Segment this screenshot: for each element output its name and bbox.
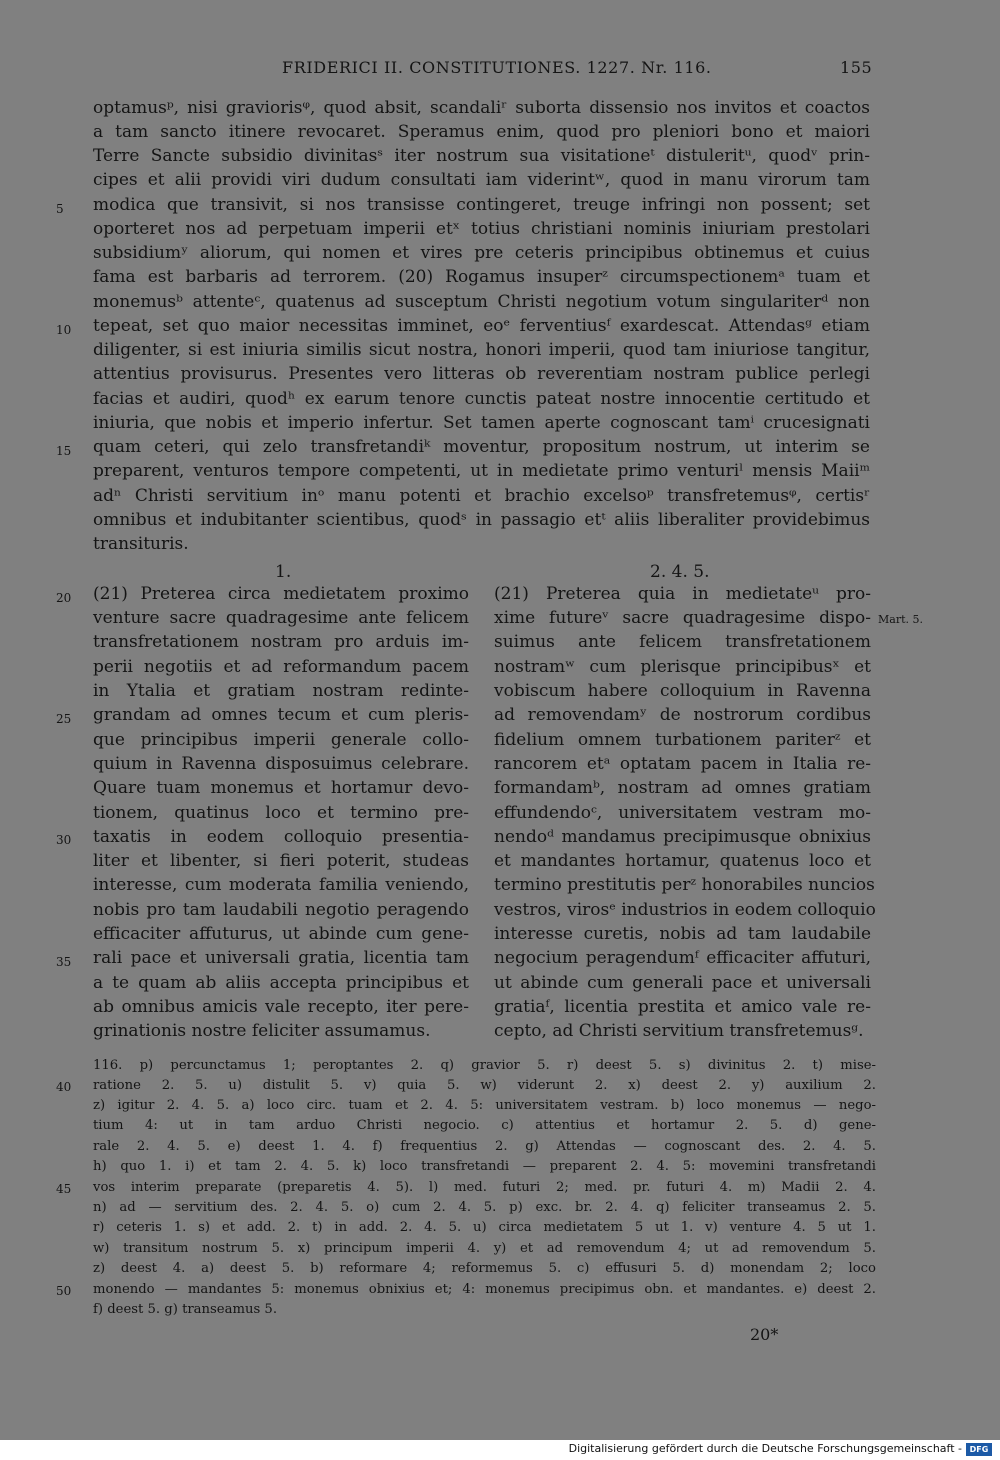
text-line: Terre Sancte subsidio divinitasˢ iter nostrum sua visitationeᵗ distuleritᵘ, quodᵛ prin-: [93, 146, 870, 166]
column-heading-right: 2. 4. 5.: [650, 562, 710, 582]
column-line: grandam ad omnes tecum et cum pleris-: [93, 705, 469, 725]
running-header-title: FRIDERICI II. CONSTITUTIONES. 1227. Nr. 116.: [282, 58, 712, 77]
line-number: 15: [56, 444, 72, 458]
column-line: efficaciter affuturus, ut abinde cum gene-: [93, 924, 469, 944]
footer-bar: [0, 1440, 1000, 1460]
funding-notice: Digitalisierung gefördert durch die Deutsche Forschungsgemeinschaft -: [568, 1442, 962, 1455]
text-line: adⁿ Christi servitium inᵒ manu potenti et brachio excelsoᵖ transfretemusᵠ, certisʳ: [93, 486, 870, 506]
text-line: iniuria, que nobis et imperio infertur. Set tamen aperte cognoscant tamⁱ crucesignati: [93, 413, 870, 433]
text-line: quam ceteri, qui zelo transfretandiᵏ moventur, propositum nostrum, ut interim se: [93, 437, 870, 457]
column-line: termino prestitutis perᶻ honorabiles nuncios: [494, 875, 875, 895]
text-line: facias et audiri, quodʰ ex earum tenore cunctis pateat nostre innocentie certitudo et: [93, 389, 870, 409]
text-line: cipes et alii providi viri dudum consultati iam viderintʷ, quod in manu virorum tam: [93, 170, 870, 190]
column-heading-left: 1.: [275, 562, 292, 582]
text-line: attentius provisurus. Presentes vero litteras ob reverentiam nostram publice perlegi: [93, 364, 870, 384]
column-line: cepto, ad Christi servitium transfretemusᵍ.: [494, 1021, 864, 1041]
text-line: transituris.: [93, 534, 189, 554]
column-line: formandamᵇ, nostram ad omnes gratiam: [494, 778, 871, 798]
column-line: effundendoᶜ, universitatem vestram mo-: [494, 803, 871, 823]
column-line: nobis pro tam laudabili negotio peragendo: [93, 900, 469, 920]
text-line: subsidiumʸ aliorum, qui nomen et vires pre ceteris principibus obtinemus et cuius: [93, 243, 870, 263]
column-line: perii negotiis et ad reformandum pacem: [93, 657, 469, 677]
footnote-line: z) deest 4. a) deest 5. b) reformare 4; reformemus 5. c) effusuri 5. d) monendam 2; loco: [93, 1261, 876, 1276]
column-line: negocium peragendumᶠ efficaciter affuturi,: [494, 948, 871, 968]
line-number: 5: [56, 202, 64, 216]
footnote-line: n) ad — servitium des. 2. 4. 5. o) cum 2. 4. 5. p) exc. br. 2. 4. q) feliciter transeamus 2. 5.: [93, 1200, 876, 1215]
column-line: ad removendamʸ de nostrorum cordibus: [494, 705, 871, 725]
footnote-line: monendo — mandantes 5: monemus obnixius et; 4: monemus precipimus obn. et mandantes. e) deest 2.: [93, 1282, 876, 1297]
text-line: monemusᵇ attenteᶜ, quatenus ad susceptum Christi negotium votum singulariterᵈ non: [93, 292, 870, 312]
column-line: et mandantes hortamur, quatenus loco et: [494, 851, 871, 871]
text-line: modica que transivit, si nos transisse contingeret, treuge infringi non possent; set: [93, 195, 870, 215]
line-number: 50: [56, 1284, 72, 1298]
column-line: taxatis in eodem colloquio presentia-: [93, 827, 469, 847]
column-line: que principibus imperii generale collo-: [93, 730, 469, 750]
column-line: xime futureᵛ sacre quadragesime dispo-: [494, 608, 871, 628]
column-line: in Ytalia et gratiam nostram redinte-: [93, 681, 469, 701]
line-number: 40: [56, 1080, 72, 1094]
column-line: Quare tuam monemus et hortamur devo-: [93, 778, 469, 798]
column-line: rali pace et universali gratia, licentia tam: [93, 948, 469, 968]
column-line: rancorem etᵃ optatam pacem in Italia re-: [494, 754, 871, 774]
text-line: fama est barbaris ad terrorem. (20) Rogamus insuperᶻ circumspectionemᵃ tuam et: [93, 267, 870, 287]
footnote-line: z) igitur 2. 4. 5. a) loco circ. tuam et 2. 4. 5: universitatem vestram. b) loco monemus — nego-: [93, 1098, 876, 1113]
column-line: vestros, virosᵉ industrios in eodem colloquio: [494, 900, 876, 920]
signature-mark: 20*: [750, 1325, 779, 1344]
column-line: grinationis nostre feliciter assumamus.: [93, 1021, 431, 1041]
page-number: 155: [840, 58, 873, 77]
text-line: oporteret nos ad perpetuam imperii etˣ totius christiani nominis iniuriam prestolari: [93, 219, 870, 239]
column-line: vobiscum habere colloquium in Ravenna: [494, 681, 871, 701]
column-line: (21) Preterea circa medietatem proximo: [93, 584, 469, 604]
column-line: transfretationem nostram pro arduis im-: [93, 632, 469, 652]
footnote-line: h) quo 1. i) et tam 2. 4. 5. k) loco transfretandi — preparent 2. 4. 5: movemini transfretandi: [93, 1159, 876, 1174]
line-number: 35: [56, 955, 72, 969]
line-number: 25: [56, 712, 72, 726]
column-line: fidelium omnem turbationem pariterᶻ et: [494, 730, 871, 750]
footnote-line: rale 2. 4. 5. e) deest 1. 4. f) frequentius 2. g) Attendas — cognoscant des. 2. 4. 5.: [93, 1139, 876, 1154]
column-line: gratiaᶠ, licentia prestita et amico vale re-: [494, 997, 871, 1017]
column-line: liter et libenter, si fieri poterit, studeas: [93, 851, 469, 871]
text-line: omnibus et indubitanter scientibus, quodˢ in passagio etᵗ aliis liberaliter providebimus: [93, 510, 870, 530]
text-line: a tam sancto itinere revocaret. Speramus enim, quod pro pleniori bono et maiori: [93, 122, 870, 142]
dfg-logo: DFG: [966, 1443, 992, 1456]
footnote-line: vos interim preparate (preparetis 4. 5). l) med. futuri 2; med. pr. futuri 4. m) Madii 2. 4.: [93, 1180, 876, 1195]
column-line: interesse, cum moderata familia veniendo,: [93, 875, 469, 895]
footnote-line: ratione 2. 5. u) distulit 5. v) quia 5. w) viderunt 2. x) deest 2. y) auxilium 2.: [93, 1078, 876, 1093]
margin-note: Mart. 5.: [878, 613, 923, 626]
column-line: (21) Preterea quia in medietateᵘ pro-: [494, 584, 871, 604]
text-line: preparent, venturos tempore competenti, ut in medietate primo venturiˡ mensis Maiiᵐ: [93, 461, 870, 481]
column-line: ab omnibus amicis vale recepto, iter pere-: [93, 997, 469, 1017]
footnote-line: w) transitum nostrum 5. x) principum imperii 4. y) et ad removendum 4; ut ad removendum 5.: [93, 1241, 876, 1256]
footnote-line: tium 4: ut in tam arduo Christi negocio. c) attentius et hortamur 2. 5. d) gene-: [93, 1118, 876, 1133]
column-line: tionem, quatinus loco et termino pre-: [93, 803, 469, 823]
column-line: interesse curetis, nobis ad tam laudabile: [494, 924, 871, 944]
column-line: ut abinde cum generali pace et universali: [494, 973, 871, 993]
column-line: venture sacre quadragesime ante felicem: [93, 608, 469, 628]
text-line: tepeat, set quo maior necessitas imminet, eoᵉ ferventiusᶠ exardescat. Attendasᵍ etiam: [93, 316, 870, 336]
footnote-line: f) deest 5. g) transeamus 5.: [93, 1302, 278, 1317]
column-line: quium in Ravenna disposuimus celebrare.: [93, 754, 469, 774]
column-line: nendoᵈ mandamus precipimusque obnixius: [494, 827, 871, 847]
footnote-line: 116. p) percunctamus 1; peroptantes 2. q) gravior 5. r) deest 5. s) divinitus 2. t) mise-: [93, 1058, 876, 1073]
text-line: optamusᵖ, nisi graviorisᵠ, quod absit, scandaliʳ suborta dissensio nos invitos et coactos: [93, 98, 870, 118]
text-line: diligenter, si est iniuria similis sicut nostra, honori imperii, quod tam iniuriose tangitur,: [93, 340, 870, 360]
line-number: 45: [56, 1182, 72, 1196]
line-number: 20: [56, 591, 72, 605]
column-line: a te quam ab aliis accepta principibus et: [93, 973, 469, 993]
line-number: 10: [56, 323, 72, 337]
column-line: suimus ante felicem transfretationem: [494, 632, 871, 652]
footnote-line: r) ceteris 1. s) et add. 2. t) in add. 2. 4. 5. u) circa medietatem 5 ut 1. v) venture 4. 5 ut 1.: [93, 1220, 876, 1235]
column-line: nostramʷ cum plerisque principibusˣ et: [494, 657, 871, 677]
line-number: 30: [56, 833, 72, 847]
